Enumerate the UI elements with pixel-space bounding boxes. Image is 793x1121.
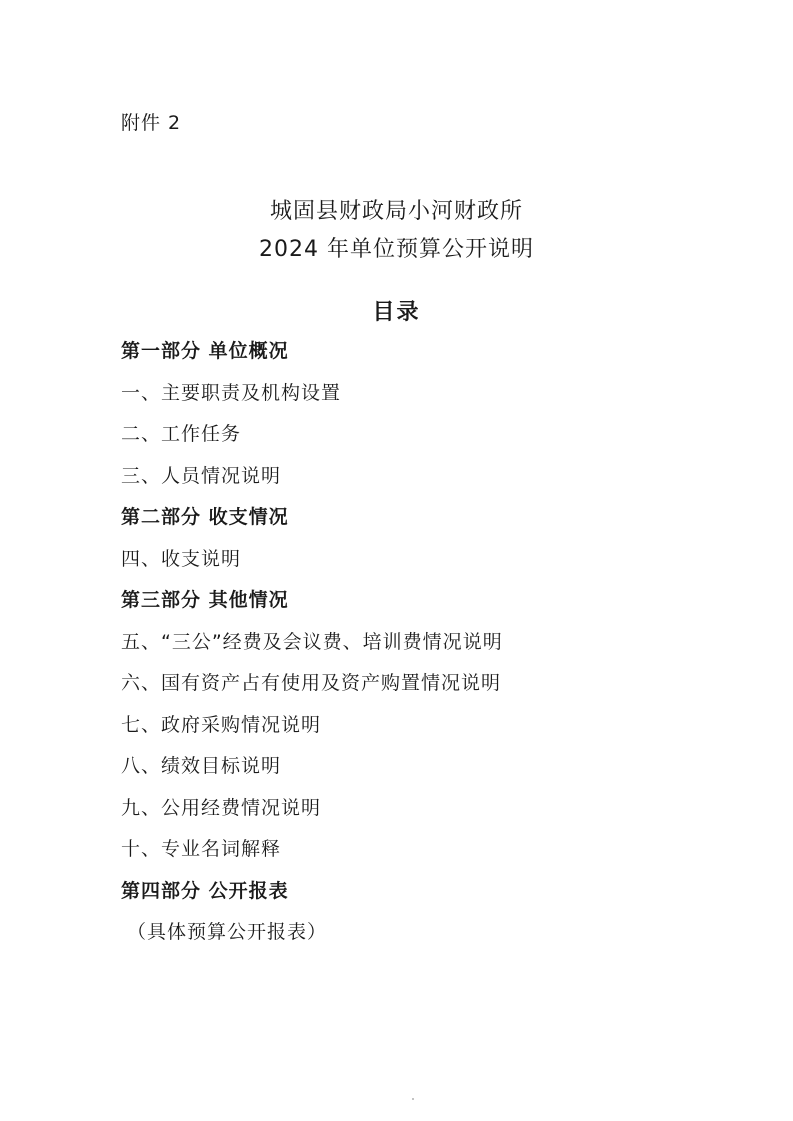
toc-item: 三、人员情况说明: [121, 464, 282, 487]
document-title-line2: 2024 年单位预算公开说明: [259, 237, 534, 262]
attachment-label: 附件 2: [121, 112, 182, 134]
toc-item: 九、公用经费情况说明: [121, 796, 322, 819]
toc-item: 七、政府采购情况说明: [121, 713, 322, 736]
toc-item: 四、收支说明: [121, 547, 242, 570]
document-title-line1: 城固县财政局小河财政所: [269, 199, 523, 224]
toc-note: （具体预算公开报表）: [127, 921, 328, 943]
toc-heading: 目录: [372, 300, 421, 325]
toc-part-heading: 第三部分 其他情况: [121, 589, 289, 611]
toc-item: 一、主要职责及机构设置: [121, 381, 342, 404]
toc-item: 六、国有资产占有使用及资产购置情况说明: [121, 672, 502, 694]
scan-speck: [412, 1098, 414, 1100]
toc-part-heading: 第一部分 单位概况: [121, 340, 289, 362]
toc-part-heading: 第四部分 公开报表: [121, 879, 289, 902]
toc-item: 八、绩效目标说明: [121, 755, 282, 777]
toc-part-heading: 第二部分 收支情况: [121, 506, 289, 528]
table-of-contents: [121, 338, 503, 961]
toc-item: 十、专业名词解释: [121, 838, 282, 860]
toc-item: 五、“三公”经费及会议费、培训费情况说明: [121, 630, 503, 653]
toc-item: 二、工作任务: [121, 423, 242, 445]
